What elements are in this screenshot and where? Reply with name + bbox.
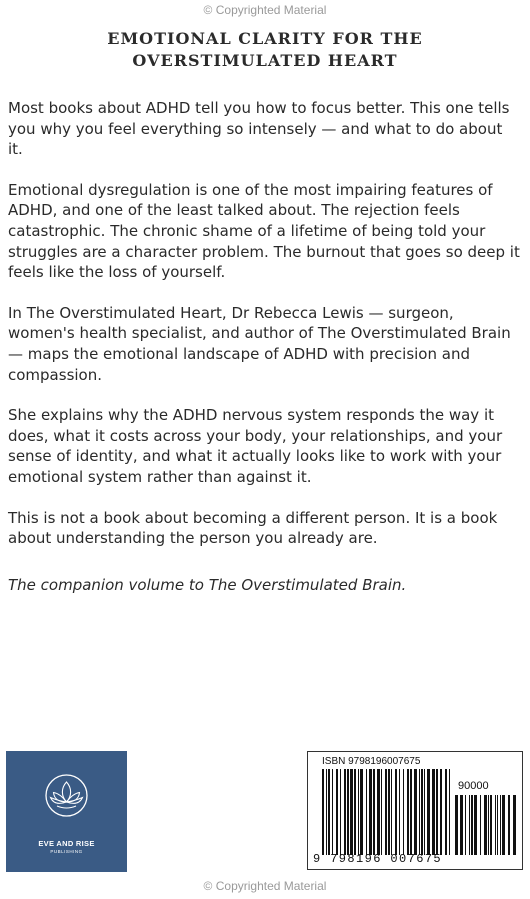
barcode-bar (424, 769, 425, 855)
barcode-bar (350, 769, 353, 855)
blurb-paragraph: Emotional dysregulation is one of the most impairing features of ADHD, and one of the least talked about. The rejection feels catastrophic. The chronic shame of a lifetime of being told your struggles are a character problem. The burnout that goes so deep it feels like the loss of yourself. (8, 180, 520, 282)
barcode-bar (460, 795, 463, 855)
cover-title (0, 28, 530, 72)
barcode-bar (480, 795, 481, 855)
barcode-bar (360, 769, 363, 855)
barcode-bar (495, 795, 496, 855)
barcode-bar (465, 795, 466, 855)
barcode-bar (445, 769, 447, 855)
companion-note: The companion volume to The Overstimulated Brain. (8, 575, 407, 594)
barcode-bar (490, 795, 492, 855)
isbn-barcode (307, 751, 523, 870)
barcode-bar (471, 795, 473, 855)
barcode-bar (381, 769, 382, 855)
barcode-bar (513, 795, 516, 855)
barcode-bar (358, 769, 359, 855)
barcode-bar (347, 769, 349, 855)
barcode-bar (369, 769, 372, 855)
barcode-bars (322, 769, 450, 855)
barcode-bar (399, 769, 400, 855)
copyright-watermark-bottom: © Copyrighted Material (203, 879, 327, 893)
barcode-bar (469, 795, 470, 855)
barcode-bar (340, 769, 341, 855)
barcode-bar (419, 769, 420, 855)
barcode-bar (366, 769, 367, 855)
publisher-name: EVE AND RISE (38, 839, 95, 848)
barcode-bar (436, 769, 438, 855)
price-barcode-bars (455, 795, 517, 855)
barcode-bar (344, 769, 346, 855)
barcode-bar (395, 769, 397, 855)
barcode-bar (407, 769, 409, 855)
blurb-paragraph: She explains why the ADHD nervous system responds the way it does, what it costs across your body, your relationships, and your sense of identity, and what it actually looks like to work with your emotional system rather than against it. (8, 406, 503, 486)
barcode-bar (336, 769, 338, 855)
barcode-bar (414, 769, 417, 855)
barcode-bar (440, 769, 442, 855)
barcode-bar (497, 795, 498, 855)
barcode-bar (326, 769, 327, 855)
barcode-bar (474, 795, 477, 855)
barcode-bar (449, 769, 450, 855)
barcode-bar (403, 769, 404, 855)
barcode-bar (328, 769, 330, 855)
barcode-bar (322, 769, 324, 855)
barcode-bar (385, 769, 387, 855)
barcode-bar (432, 769, 435, 855)
barcode-bar (388, 769, 390, 855)
barcode-bar (421, 769, 423, 855)
barcode-bar (502, 795, 505, 855)
barcode-bar (354, 769, 356, 855)
blurb (8, 98, 520, 615)
publisher-logo (6, 751, 127, 872)
barcode-bar (488, 795, 489, 855)
cover-title-line-1: EMOTIONAL CLARITY FOR THE (107, 29, 423, 48)
blurb-paragraph: Most books about ADHD tell you how to focus better. This one tells you why you feel everything so intensely — and what to do about it. (8, 99, 510, 159)
barcode-bar (427, 769, 430, 855)
copyright-watermark-top: © Copyrighted Material (203, 3, 327, 17)
lotus-icon (44, 773, 89, 818)
cover-title-line-2: OVERSTIMULATED HEART (132, 51, 398, 70)
barcode-bar (391, 769, 392, 855)
barcode-bar (377, 769, 380, 855)
price-code: 90000 (458, 780, 489, 792)
blurb-paragraph: In The Overstimulated Heart, Dr Rebecca Lewis — surgeon, women's health specialist, and author of The Overstimulated Brain — maps the emotional landscape of ADHD with precision and compassion. (8, 303, 511, 384)
barcode-bar (410, 769, 412, 855)
barcode-bar (373, 769, 375, 855)
barcode-bar (484, 795, 487, 855)
barcode-bar (500, 795, 501, 855)
barcode-digits: 9 798196 007675 (313, 852, 443, 866)
publisher-subtitle: PUBLISHING (50, 849, 83, 854)
blurb-paragraph: This is not a book about becoming a different person. It is a book about understanding the person you already are. (8, 508, 498, 548)
isbn-label: ISBN 9798196007675 (322, 756, 421, 767)
barcode-bar (455, 795, 458, 855)
barcode-bar (508, 795, 510, 855)
barcode-bar (332, 769, 333, 855)
